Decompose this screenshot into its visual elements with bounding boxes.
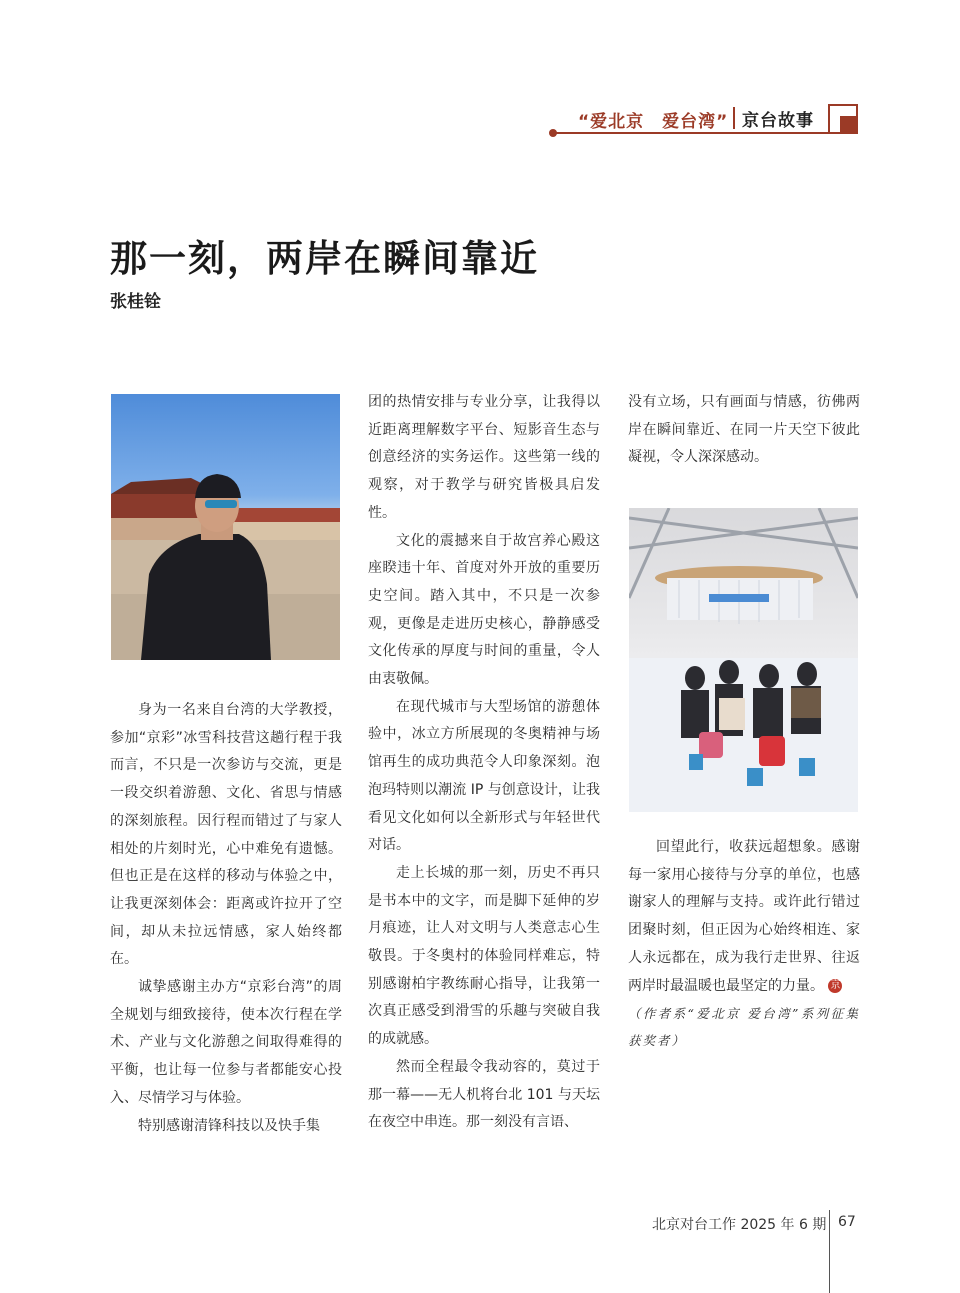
article-author: 张桂铨 [110, 292, 161, 312]
photo-ice-rink-group [629, 508, 858, 812]
paragraph-text: 回望此行，收获远超想象。感谢每一家用心接待与分享的单位，也感谢家人的理解与支持。或许此行错过团聚时刻，但正因为心始终相连、家人永远都在，成为我行走世界、往返两岸时最温暖也最坚定的力量。 [628, 839, 860, 994]
column-title: 京台故事 [742, 111, 814, 131]
end-mark-icon: 京 [830, 979, 841, 991]
photo-author-forbidden-city [111, 394, 340, 660]
paragraph-continued: 团的热情安排与专业分享，让我得以近距离理解数字平台、短影音生态与创意经济的实务运作。这些第一线的观察，对于教学与研究皆极具启发性。 [368, 394, 600, 521]
header-separator [733, 107, 735, 129]
publication-footer: 北京对台工作 2025 年 6 期 [652, 1217, 827, 1233]
footer-separator [829, 1210, 830, 1293]
paragraph: 在现代城市与大型场馆的游憩体验中，冰立方所展现的冬奥精神与场馆再生的成功典范令人印象深刻。泡泡玛特则以潮流 IP 与创意设计，让我看见文化如何以全新形式与年轻世代对话。 [368, 698, 600, 854]
paragraph: 诚挚感谢主办方“京彩台湾”的周全规划与细致接待，使本次行程在学术、产业与文化游憩之间取得难得的平衡，也让每一位参与者都能安心投入、尽情学习与体验。 [110, 979, 342, 1106]
header-rule-dot [549, 129, 557, 137]
text-column-1 [110, 697, 342, 1140]
header-square-mark [828, 104, 858, 134]
paragraph-continued: 没有立场，只有画面与情感，彷佛两岸在瞬间靠近、在同一片天空下彼此凝视，令人深深感动。 [628, 394, 860, 466]
paragraph: 然而全程最令我动容的，莫过于那一幕——无人机将台北 101 与天坛在夜空中串连。那一刻没有言语、 [368, 1058, 600, 1131]
series-title: “爱北京 爱台湾” [578, 112, 729, 132]
article-title: 那一刻，两岸在瞬间靠近 [110, 237, 539, 280]
text-column-3-bottom [628, 834, 860, 1054]
author-note: （作者系“爱北京 爱台湾”系列征集获奖者） [628, 1006, 860, 1049]
paragraph: 文化的震撼来自于故宫养心殿这座睽违十年、首度对外开放的重要历史空间。踏入其中，不只是一次参观，更像是走进历史核心，静静感受文化传承的厚度与时间的重量，令人由衷敬佩。 [368, 532, 600, 688]
header-rule [552, 132, 842, 134]
page-number: 67 [838, 1214, 856, 1230]
paragraph: 特别感谢清锋科技以及快手集 [138, 1117, 320, 1134]
paragraph [628, 834, 860, 1000]
text-column-3-top [628, 389, 860, 472]
text-column-2 [368, 389, 600, 1137]
paragraph: 身为一名来自台湾的大学教授，参加“京彩”冰雪科技营这趟行程于我而言，不只是一次参访与交流，更是一段交织着游憩、文化、省思与情感的深刻旅程。因行程而错过了与家人相处的片刻时光，心中难免有遗憾。但也正是在这样的移动与体验之中，让我更深刻体会：距离或许拉开了空间，却从未拉远情感，家人始终都在。 [110, 702, 342, 968]
paragraph: 走上长城的那一刻，历史不再只是书本中的文字，而是脚下延伸的岁月痕迹，让人对文明与人类意志心生敬畏。于冬奥村的体验同样难忘，特别感谢柏宇教练耐心指导，让我第一次真正感受到滑雪的乐趣与突破自我的成就感。 [368, 864, 600, 1048]
